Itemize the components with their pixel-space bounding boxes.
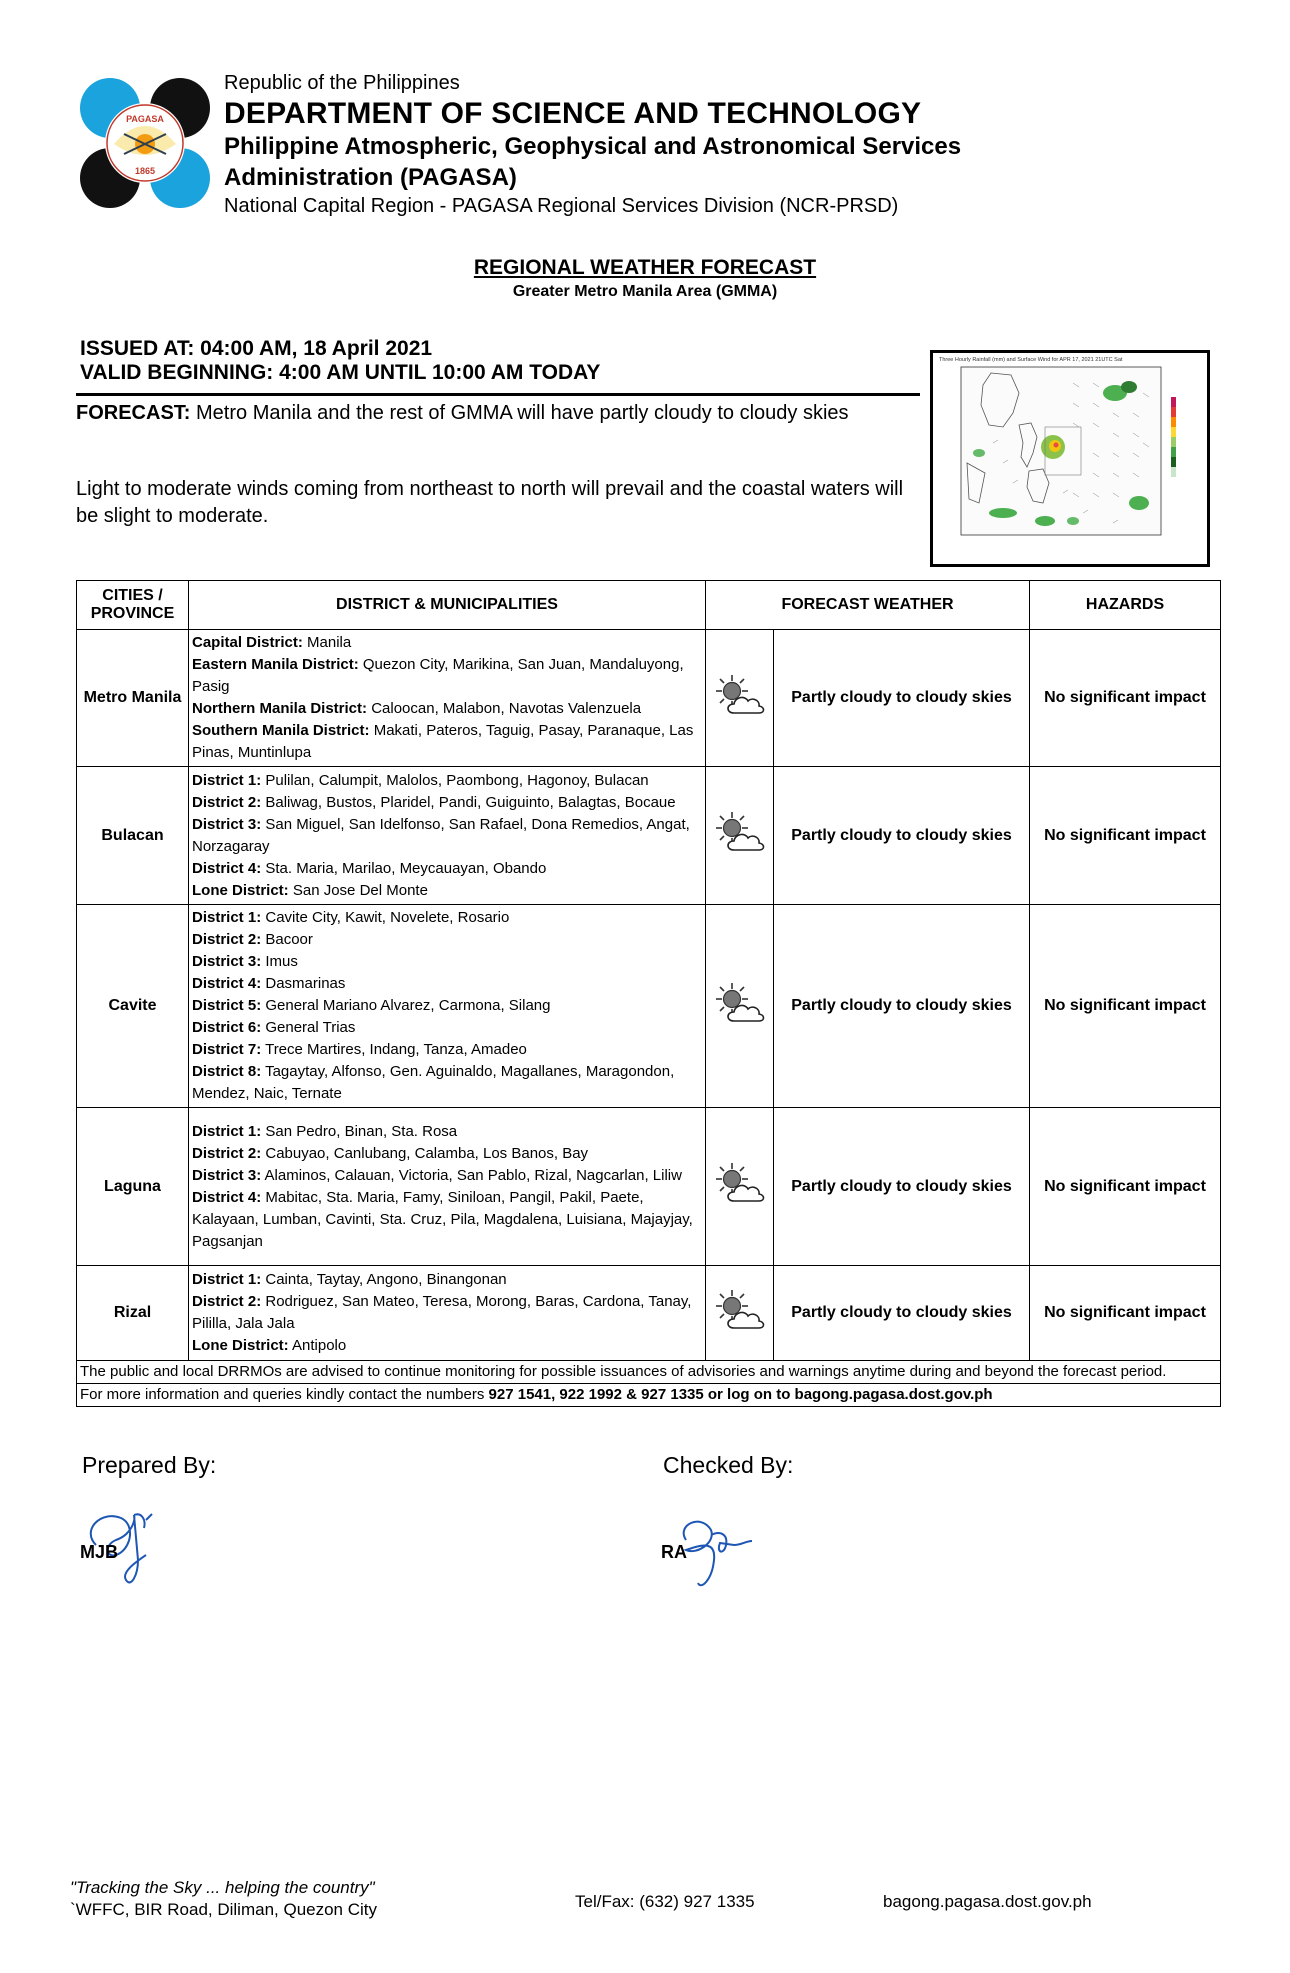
forecast-table [76,580,1221,1407]
country-name: Republic of the Philippines [224,72,460,94]
forecast-label: FORECAST: [76,402,191,424]
district-municipalities: Quezon City, Marikina, San Juan, Mandaluyong, Pasig [192,656,684,695]
district-municipalities: Bacoor [261,931,313,948]
hazard-impact: No significant impact [1030,905,1221,1108]
district-municipalities: Baliwag, Bustos, Plaridel, Pandi, Guiguinto, Balagtas, Bocaue [261,793,676,811]
district-label: District 2: [192,1144,262,1162]
district-municipalities: Manila [302,634,352,651]
district-label: District 7: [192,1041,262,1058]
district-municipalities: Cavite City, Kawit, Novelete, Rosario [261,909,510,926]
advisory-note: The public and local DRRMOs are advised to continue monitoring for possible issuances of advisories and warnings anytime during and beyond the forecast period. [77,1361,1221,1384]
district-entry [192,995,702,1017]
district-label: District 3: [192,953,262,970]
issued-at: ISSUED AT: 04:00 AM, 18 April 2021 [80,337,433,360]
partly-cloudy-icon [706,767,774,905]
partly-cloudy-icon [706,1108,774,1266]
table-row [77,905,1221,1108]
header-hazards: HAZARDS [1030,581,1221,630]
contact-row [77,1384,1221,1407]
svg-text:1865: 1865 [134,166,156,176]
district-entry [192,951,702,973]
hazard-impact: No significant impact [1030,1108,1221,1266]
contact-note [77,1384,1221,1407]
svg-text:PAGASA: PAGASA [126,114,164,124]
district-label: District 4: [192,859,262,877]
district-municipalities: Imus [261,953,298,970]
district-entry [192,1335,702,1357]
district-entry [192,1061,702,1105]
contact-prefix: For more information and queries kindly contact the numbers [80,1386,489,1403]
agency-name-line2: Administration (PAGASA) [224,164,517,191]
district-list [189,1266,706,1361]
district-municipalities: Alaminos, Calauan, Victoria, San Pablo, Rizal, Nagcarlan, Liliw [261,1166,682,1184]
district-entry [192,880,702,902]
district-label: Lone District: [192,881,289,899]
district-label: District 3: [192,1166,262,1184]
district-municipalities: Cabuyao, Canlubang, Calamba, Los Banos, Bay [261,1144,589,1162]
district-entry [192,1165,702,1187]
district-entry [192,720,702,764]
district-label: Capital District: [192,634,303,651]
city-name: Bulacan [77,767,189,905]
divider [76,393,920,396]
district-label: District 2: [192,793,262,811]
table-row [77,1108,1221,1266]
district-label: Eastern Manila District: [192,656,359,673]
map-caption: Three Hourly Rainfall (mm) and Surface Wind for APR 17, 2021 21UTC Sat [939,357,1123,363]
table-row [77,1266,1221,1361]
district-municipalities: Pulilan, Calumpit, Malolos, Paombong, Hagonoy, Bulacan [261,771,649,789]
prepared-by-label: Prepared By: [82,1452,217,1478]
district-label: District 2: [192,931,262,948]
district-list [189,767,706,905]
agency-name-line1: Philippine Atmospheric, Geophysical and Astronomical Services [224,133,962,160]
district-label: District 1: [192,909,262,926]
hazard-impact: No significant impact [1030,1266,1221,1361]
forecast-weather: Partly cloudy to cloudy skies [774,1108,1030,1266]
district-entry [192,929,702,951]
district-entry [192,1143,702,1165]
district-label: District 3: [192,815,262,833]
district-entry [192,632,702,654]
forecast-weather: Partly cloudy to cloudy skies [774,767,1030,905]
district-label: District 1: [192,1122,262,1140]
footer-tel: Tel/Fax: (632) 927 1335 [575,1892,755,1911]
forecast-weather: Partly cloudy to cloudy skies [774,905,1030,1108]
district-entry [192,770,702,792]
district-label: District 6: [192,1019,262,1036]
district-municipalities: Caloocan, Malabon, Navotas Valenzuela [367,700,642,717]
district-entry [192,858,702,880]
footer-motto: "Tracking the Sky ... helping the country" [70,1878,375,1897]
district-list [189,1108,706,1266]
district-entry [192,1039,702,1061]
header-city: CITIES / PROVINCE [77,581,189,630]
page-title: REGIONAL WEATHER FORECAST [473,256,817,279]
district-municipalities: Tagaytay, Alfonso, Gen. Aguinaldo, Magallanes, Maragondon, Mendez, Naic, Ternate [192,1063,675,1102]
city-name: Laguna [77,1108,189,1266]
district-label: Northern Manila District: [192,700,368,717]
district-municipalities: Cainta, Taytay, Angono, Binangonan [261,1271,507,1288]
district-entry [192,1017,702,1039]
district-municipalities: San Pedro, Binan, Sta. Rosa [261,1122,458,1140]
prepared-initials: MJB [80,1542,119,1562]
district-municipalities: Rodriguez, San Mateo, Teresa, Morong, Baras, Cardona, Tanay, Pililla, Jala Jala [192,1293,692,1332]
district-municipalities: Antipolo [288,1337,347,1354]
table-row [77,767,1221,905]
footer-address: `WFFC, BIR Road, Diliman, Quezon City [70,1900,378,1919]
district-entry [192,1121,702,1143]
winds-text: Light to moderate winds coming from northeast to north will prevail and the coastal waters will be slight to moderate. [76,478,904,527]
district-municipalities: General Mariano Alvarez, Carmona, Silang [261,997,551,1014]
district-municipalities: San Jose Del Monte [288,881,428,899]
district-municipalities: Mabitac, Sta. Maria, Famy, Siniloan, Pangil, Pakil, Paete, Kalayaan, Lumban, Cavinti, Sta. Cruz, Pila, Magdalena, Luisiana, Majayjay, Pagsanjan [192,1188,693,1250]
checked-by-label: Checked By: [663,1452,794,1478]
partly-cloudy-icon [706,630,774,767]
district-municipalities: Sta. Maria, Marilao, Meycauayan, Obando [261,859,547,877]
district-entry [192,907,702,929]
district-list [189,630,706,767]
checked-initials: RA [661,1542,687,1562]
district-municipalities: Dasmarinas [261,975,346,992]
district-label: District 2: [192,1293,262,1310]
district-label: Lone District: [192,1337,289,1354]
contact-numbers: 927 1541, 922 1992 & 927 1335 or log on to bagong.pagasa.dost.gov.ph [488,1386,993,1403]
pagasa-logo [80,78,210,208]
issue-info [80,337,600,385]
forecast-weather: Partly cloudy to cloudy skies [774,1266,1030,1361]
district-municipalities: Trece Martires, Indang, Tanza, Amadeo [261,1041,527,1058]
district-entry [192,814,702,858]
district-municipalities: San Miguel, San Idelfonso, San Rafael, Dona Remedios, Angat, Norzagaray [192,815,690,855]
district-label: District 4: [192,975,262,992]
district-label: District 1: [192,1271,262,1288]
rainfall-wind-map [930,350,1210,567]
district-entry [192,1187,702,1253]
page-subtitle: Greater Metro Manila Area (GMMA) [512,283,778,300]
city-name: Rizal [77,1266,189,1361]
table-header-row [77,581,1221,630]
district-entry [192,1291,702,1335]
district-label: Southern Manila District: [192,722,370,739]
district-entry [192,792,702,814]
district-municipalities: General Trias [261,1019,356,1036]
forecast-summary [76,400,926,427]
partly-cloudy-icon [706,1266,774,1361]
hazard-impact: No significant impact [1030,767,1221,905]
table-row [77,630,1221,767]
footer-website[interactable]: bagong.pagasa.dost.gov.ph [883,1892,1092,1911]
district-label: District 4: [192,1188,262,1206]
district-label: District 5: [192,997,262,1014]
district-entry [192,1269,702,1291]
header-district: DISTRICT & MUNICIPALITIES [189,581,706,630]
hazard-impact: No significant impact [1030,630,1221,767]
district-list [189,905,706,1108]
district-entry [192,973,702,995]
department-name: DEPARTMENT OF SCIENCE AND TECHNOLOGY [224,97,922,130]
header-weather: FORECAST WEATHER [706,581,1030,630]
forecast-weather: Partly cloudy to cloudy skies [774,630,1030,767]
valid-period: VALID BEGINNING: 4:00 AM UNTIL 10:00 AM TODAY [80,361,601,384]
district-entry [192,698,702,720]
district-municipalities: Makati, Pateros, Taguig, Pasay, Paranaque, Las Pinas, Muntinlupa [192,722,694,761]
city-name: Cavite [77,905,189,1108]
partly-cloudy-icon [706,905,774,1108]
district-entry [192,654,702,698]
district-label: District 1: [192,771,262,789]
forecast-text: Metro Manila and the rest of GMMA will have partly cloudy to cloudy skies [196,402,849,424]
city-name: Metro Manila [77,630,189,767]
advisory-row [77,1361,1221,1384]
district-label: District 8: [192,1063,262,1080]
division-name: National Capital Region - PAGASA Regional Services Division (NCR-PRSD) [224,195,899,217]
